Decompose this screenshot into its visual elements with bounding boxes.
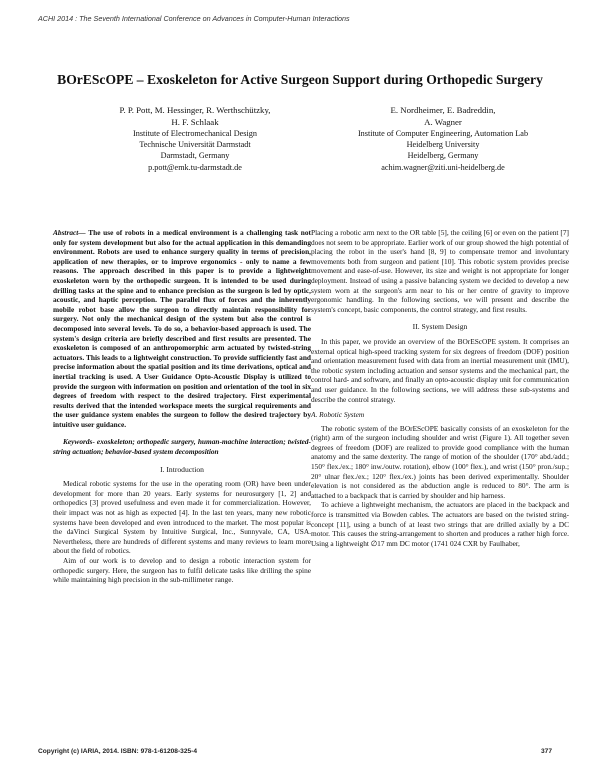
subsection-heading-robotic-system: A. Robotic System bbox=[311, 410, 365, 420]
author-block-right bbox=[318, 104, 568, 173]
robotic-paragraph-2: To achieve a lightweight mechanism, the actuators are placed in the backpack and force is transmitted via Bowden cables. The actuators are based on the twisted string-concept [11], using a bunch of at least two strings that are drilled axially by a DC motor. This causes the string-arrangement to shorten and produces a rather high force. Using a lightweight ∅17 mm DC motor (1741 024 CXR by Faulhaber, bbox=[311, 500, 569, 548]
paper-title: BOrEScOPE – Exoskeleton for Active Surgeon Support during Orthopedic Surgery bbox=[57, 72, 543, 87]
email-right: achim.wagner@ziti.uni-heidelberg.de bbox=[381, 162, 505, 172]
affiliation-right-2: Heidelberg University bbox=[406, 140, 480, 150]
author-block-left bbox=[70, 104, 320, 173]
intro-paragraph-2: Aim of our work is to develop and to design a robotic interaction system for orthopedic surgery. Here, the surgeon has to fulfil delicate tasks like drilling the spine while maintaining high precision in the sub-millimeter range. bbox=[53, 556, 311, 585]
section-heading-introduction: I. Introduction bbox=[160, 464, 204, 474]
right-column bbox=[311, 228, 569, 548]
affiliation-left-1: Institute of Electromechanical Design bbox=[133, 129, 257, 138]
keywords: Keywords- exoskeleton; orthopedic surgery, human-machine interaction; twisted-string actuation; behavior-based system decomposition bbox=[53, 437, 311, 457]
affiliation-right-1: Institute of Computer Engineering, Automation Lab bbox=[357, 129, 529, 138]
running-header: ACHI 2014 : The Seventh International Conference on Advances in Computer-Human Interactions bbox=[38, 14, 350, 23]
robotic-paragraph-1: The robotic system of the BOrEScOPE basically consists of an exoskeleton for the (right) arm of the surgeon including shoulder and wrist (Figure 1). All together seven degrees of freedom (DOF) are realized to provide good compliance with the human anatomy and the same dexterity. The range of motion of the shoulder (170° abd./add.; 150° flex./ex.; 180° inw./outw. rotation), elbow (100° flex.), and wrist (150° pron./sup.; 20° ulnar flex./ex.; 120° flex./ex.) joints has been derived experimentally. Shoulder elevation is not considered as the abduction angle is reduced to 80°. The arm is attached to a backpack that is carried by shoulder and hip harness. bbox=[311, 423, 569, 500]
city-right: Heidelberg, Germany bbox=[407, 151, 479, 161]
left-column bbox=[53, 228, 311, 585]
intro-paragraph-3: Placing a robotic arm next to the OR table [5], the ceiling [6] or even on the patient [7] does not seem to be appropriate. Earlier work of our group showed the high potential of placing the robot in the user's hand [8, 9] to compensate tremor and involuntary movements both from surgeon and patient [10]. This robotic system provides precise movement and ease-of-use. However, its size and weight is not appropriate for longer deployment. Instead of using a passive balancing system we decided to develop a new system worn at the surgeon's arm near to his or her centre of gravity to improve ergonomic handling. In the following sections, we will present and describe the system's concept, basic components, the control strategy, and first results. bbox=[311, 228, 569, 314]
intro-paragraph-1: Medical robotic systems for the use in the operating room (OR) have been under development for more than 20 years. Early systems for neurosurgery [1, 2] and orthopedics [3] proved usefulness and even made it for commercialization. However, their impact was not as high as expected [4]. In the last ten years, many new robotic systems have been developed and even introduced to the market. The most popular is the daVinci Surgical System by Intuitive Surgical, Inc., Sunnyvale, CA, USA. Nevertheless, there are hundreds of different systems and many reviews to learn more about the field of robotics. bbox=[53, 479, 311, 556]
email-left: p.pott@emk.tu-darmstadt.de bbox=[148, 162, 242, 172]
design-paragraph-1: In this paper, we provide an overview of the BOrEScOPE system. It comprises an external optical high-speed tracking system for six degrees of freedom (DOF) position and orientation measurement fused with data from an inertial measurement unit (IMU), the robotic system including actuation and sensor systems and the mechanical part, the control hard- and software, and finally an opto-acoustic display unit for communication and user guidance. In the following sections, we will address these sub-systems and describe the control strategy. bbox=[311, 336, 569, 404]
author-names-left-2: H. F. Schlaak bbox=[171, 117, 219, 127]
abstract bbox=[53, 228, 311, 429]
author-names-left-1: P. P. Pott, M. Hessinger, R. Werthschützky, bbox=[119, 105, 271, 115]
author-names-right-1: E. Nordheimer, E. Badreddin, bbox=[390, 105, 496, 115]
footer-copyright: Copyright (c) IARIA, 2014. ISBN: 978-1-61208-325-4 bbox=[38, 748, 198, 755]
section-heading-system-design: II. System Design bbox=[412, 322, 468, 332]
abstract-text: The use of robots in a medical environment is a challenging task not only for system development but also for the actual application in this demanding environment. Robots are used to enhance surgery quality in terms of precision, application of new therapies, or to improve ergonomics - only to name a few reasons. The approach described in this paper is to provide a lightweight exoskeleton worn by the orthopedic surgeon. It is intended to be used during drilling tasks at the spine and to enhance precision as the surgeon is led by optic, acoustic, and haptic perception. The parallel flux of forces and the inherently mobile robot base allow the surgeon to directly maintain responsibility for surgery. Not only the mechanical design of the system but also the control is decomposed into several levels. To do so, a behavior-based approach is used. The system's design criteria are briefly described and first results are presented. The exoskeleton is composed of an anthropomorphic arm actuated by twisted-string actuators. This leads to a lightweight construction. To provide sufficiently fast and precise information about the spatial position and its time derivations, optical and inertial tracking is used. A User Guidance Opto-Acoustic Display is utilized to provide the surgeon with information on position and orientation of the tool in six degrees of freedom with respect to the desired trajectory. First experimental results derived that the intended workspace meets the surgical requirements and the user guidance system enables the surgeon to follow the desired trajectory by intuitive user guidance. bbox=[53, 228, 311, 429]
city-left: Darmstadt, Germany bbox=[160, 151, 230, 161]
author-names-right-2: A. Wagner bbox=[424, 117, 462, 127]
page-number: 377 bbox=[540, 748, 552, 755]
affiliation-left-2: Technische Universität Darmstadt bbox=[139, 140, 251, 150]
abstract-lead: Abstract— bbox=[53, 228, 86, 237]
